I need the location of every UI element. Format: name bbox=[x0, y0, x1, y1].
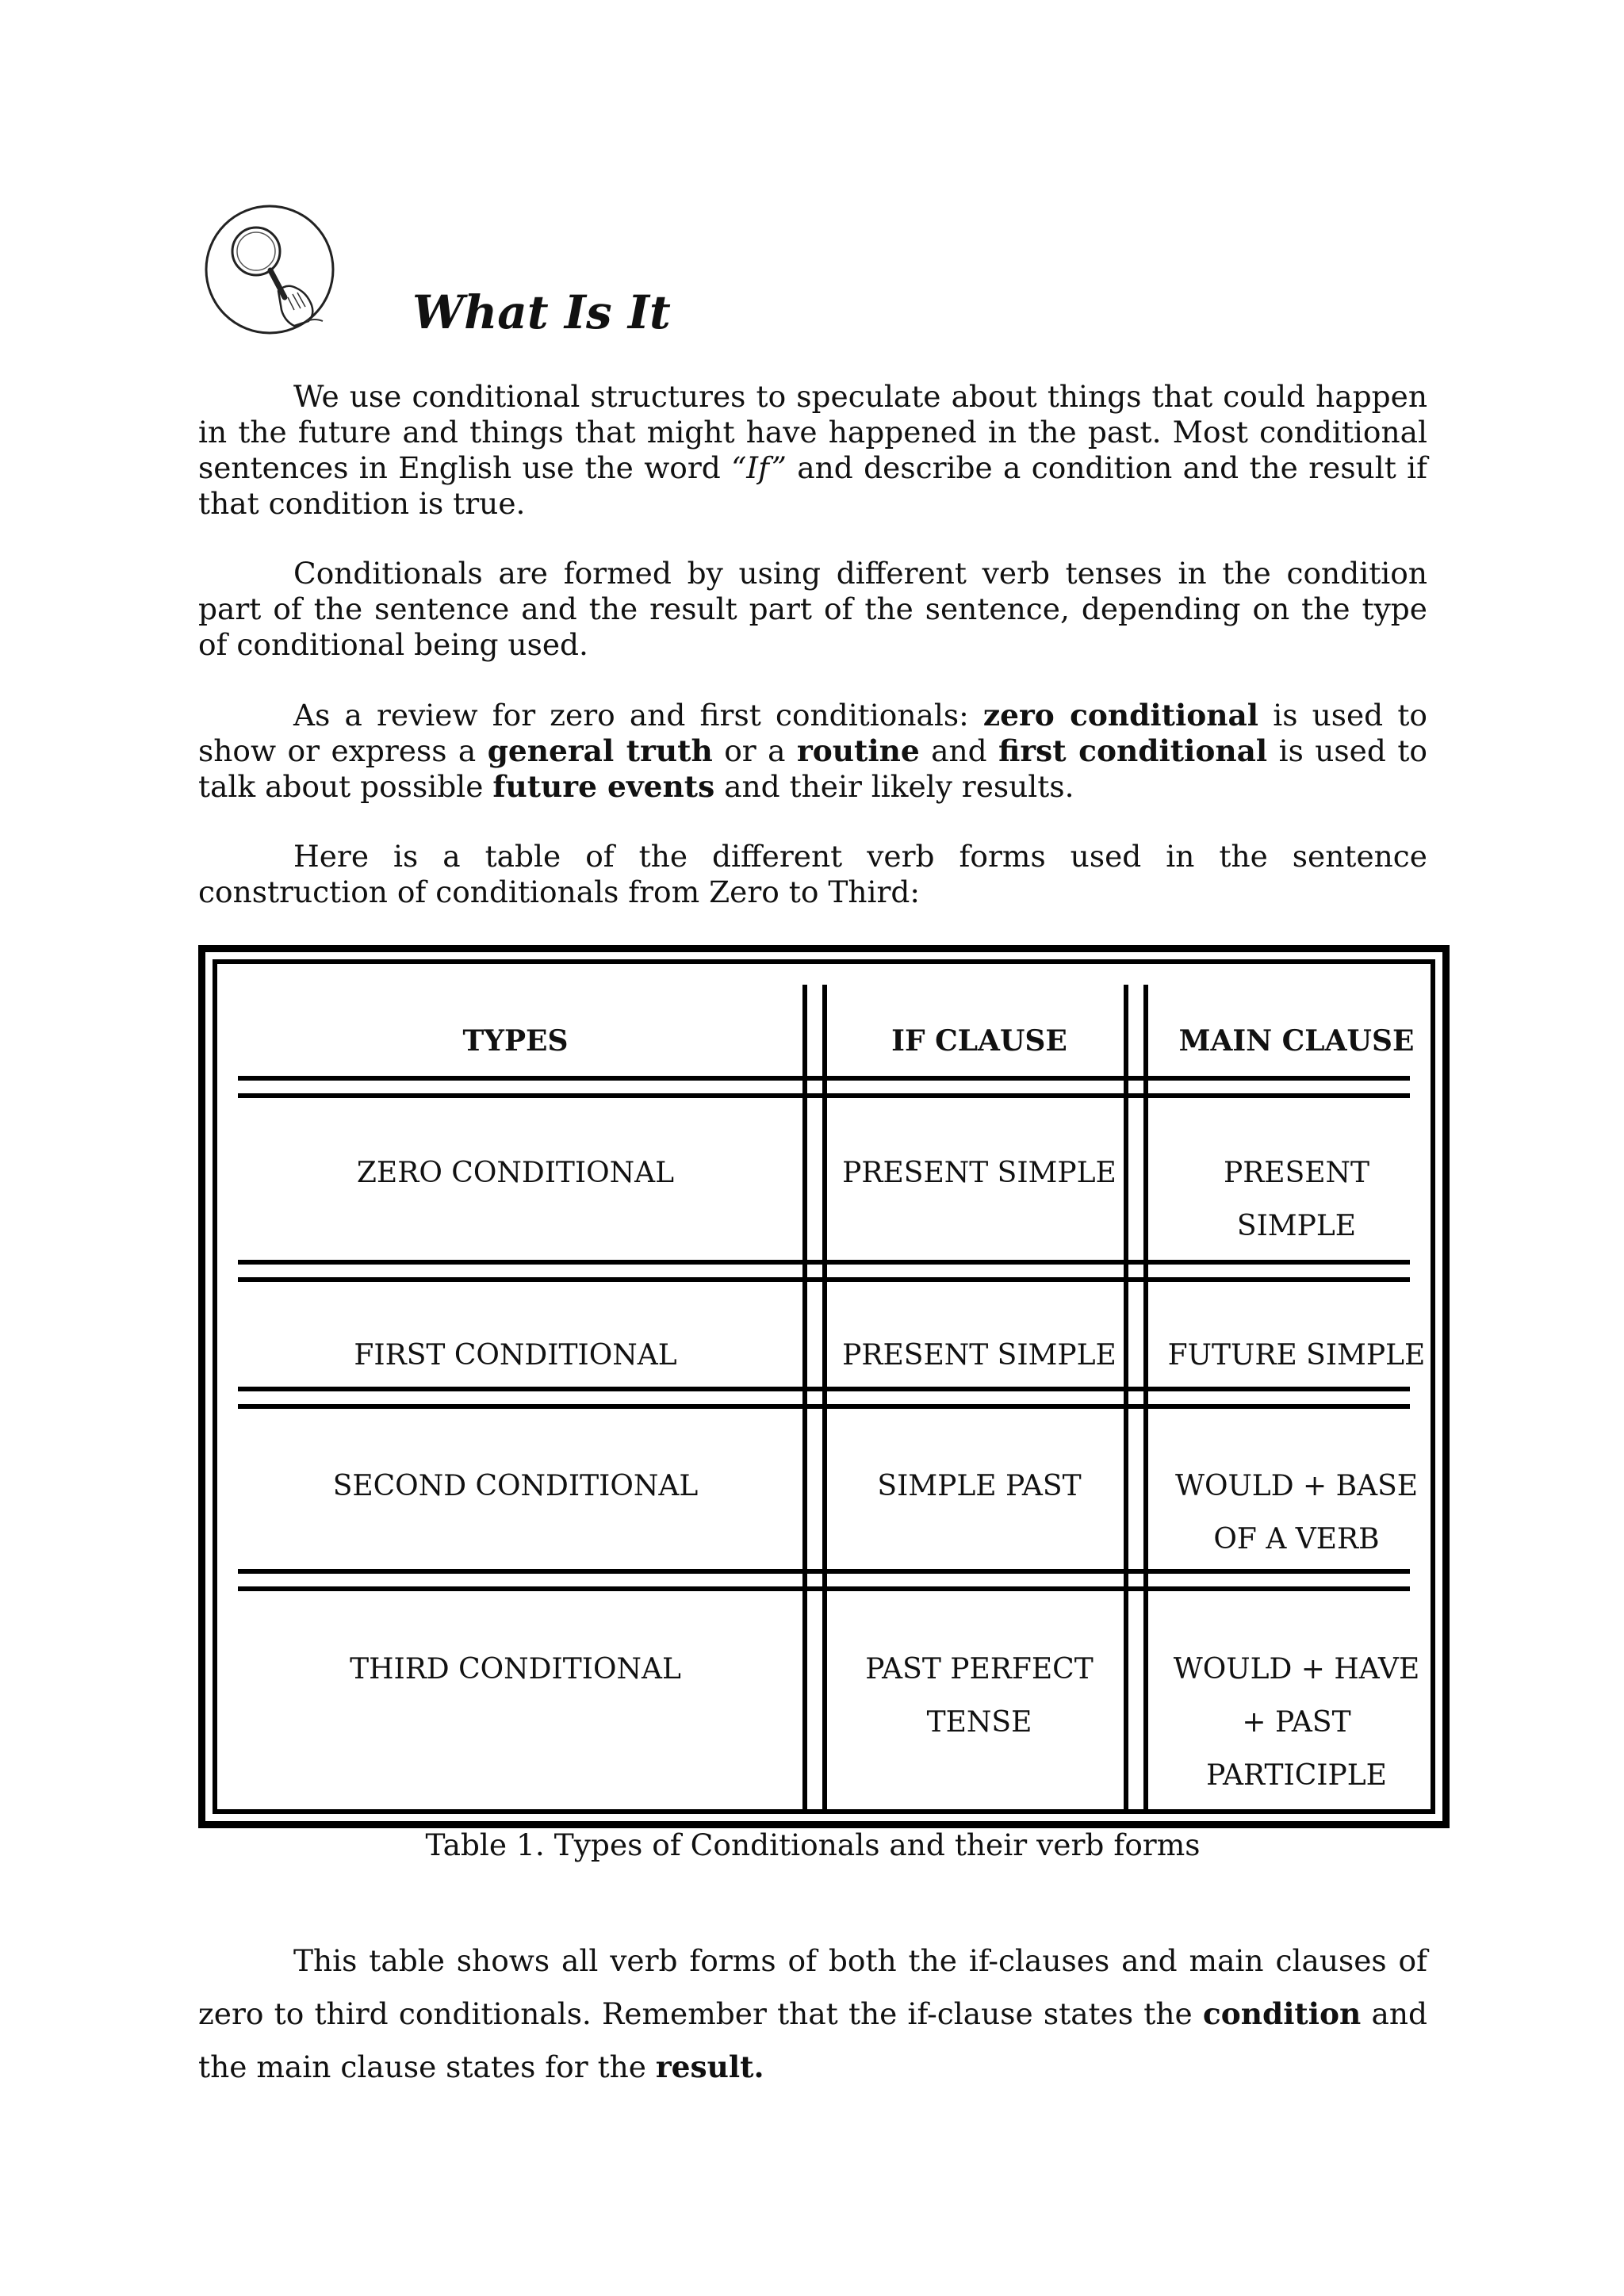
table-cell-if-clause bbox=[829, 1146, 1130, 1200]
section-title: What Is It bbox=[412, 285, 671, 339]
table-caption: Table 1. Types of Conditionals and their verb forms bbox=[425, 1827, 1201, 1862]
bold-term: result. bbox=[655, 2049, 764, 2084]
table-header-if-clause: IF CLAUSE bbox=[891, 1024, 1067, 1058]
table-header-main-clause: MAIN CLAUSE bbox=[1178, 1024, 1415, 1058]
text-run: or a bbox=[712, 733, 797, 768]
bold-term: condition bbox=[1202, 1996, 1362, 2031]
paragraph-intro bbox=[198, 379, 1427, 522]
cell-line: PAST PERFECT bbox=[865, 1653, 1094, 1686]
table-cell-type: ZERO CONDITIONAL bbox=[356, 1157, 675, 1189]
cell-line: WOULD + HAVE bbox=[1173, 1653, 1420, 1686]
paragraph-review bbox=[198, 698, 1427, 805]
table-cell-if-clause bbox=[829, 1460, 1130, 1513]
table-cell-main-clause bbox=[1150, 1460, 1443, 1566]
table-cell-type: SECOND CONDITIONAL bbox=[332, 1470, 699, 1502]
paragraph-table-intro bbox=[198, 839, 1427, 910]
magnifying-glass-icon bbox=[202, 202, 337, 337]
table-cell-if-clause bbox=[829, 1329, 1130, 1382]
table-cell-type: FIRST CONDITIONAL bbox=[354, 1339, 677, 1372]
table-header-types: TYPES bbox=[462, 1024, 569, 1058]
bold-term: first conditional bbox=[998, 733, 1268, 768]
table-cell-type: THIRD CONDITIONAL bbox=[350, 1653, 681, 1686]
text-run: is used to show or express a bbox=[198, 698, 1427, 768]
cell-line: PRESENT SIMPLE bbox=[842, 1157, 1116, 1189]
bold-term: routine bbox=[796, 733, 920, 768]
cell-line: PRESENT SIMPLE bbox=[842, 1339, 1116, 1372]
cell-line: SIMPLE PAST bbox=[877, 1470, 1082, 1502]
paragraph-summary bbox=[198, 1934, 1427, 2094]
text-run: This table shows all verb forms of both the if-clauses and main clauses of zero to third conditionals. Remember that the if-clause states the bbox=[198, 1943, 1427, 2031]
cell-line: SIMPLE bbox=[1236, 1210, 1357, 1242]
cell-line: WOULD + BASE bbox=[1174, 1470, 1419, 1502]
cell-line: TENSE bbox=[926, 1706, 1032, 1739]
text-run: We use conditional structures to speculate about things that could happen in the future and things that might have happened in the past. Most conditional sentences in English use the word bbox=[198, 379, 1427, 485]
cell-line: + PAST bbox=[1242, 1706, 1351, 1739]
table-cell-main-clause bbox=[1150, 1643, 1443, 1802]
cell-line: FUTURE SIMPLE bbox=[1167, 1339, 1426, 1372]
table-cell-if-clause bbox=[829, 1643, 1130, 1749]
table-cell-main-clause bbox=[1150, 1329, 1443, 1382]
italic-if-word: “If” bbox=[731, 450, 787, 485]
text-run: and the main clause states for the bbox=[198, 1996, 1427, 2084]
paragraph-formation bbox=[198, 556, 1427, 663]
text-run: and their likely results. bbox=[714, 769, 1074, 804]
text-run: Here is a table of the different verb forms used in the sentence construction of conditionals from Zero to Third: bbox=[198, 839, 1427, 909]
cell-line: PARTICIPLE bbox=[1206, 1759, 1387, 1792]
text-run: and bbox=[919, 733, 999, 768]
text-run: As a review for zero and first conditionals: bbox=[293, 698, 983, 733]
text-run: and describe a condition and the result if that condition is true. bbox=[198, 450, 1427, 521]
bold-term: future events bbox=[492, 769, 715, 804]
cell-line: PRESENT bbox=[1223, 1157, 1370, 1189]
cell-line: OF A VERB bbox=[1213, 1523, 1380, 1556]
text-run: is used to talk about possible bbox=[198, 733, 1427, 804]
bold-term: general truth bbox=[487, 733, 713, 768]
text-run: Conditionals are formed by using different verb tenses in the condition part of the sentence and the result part of the sentence, depending on the type of conditional being used. bbox=[198, 556, 1427, 662]
bold-term: zero conditional bbox=[982, 698, 1259, 733]
table-cell-main-clause bbox=[1150, 1146, 1443, 1253]
